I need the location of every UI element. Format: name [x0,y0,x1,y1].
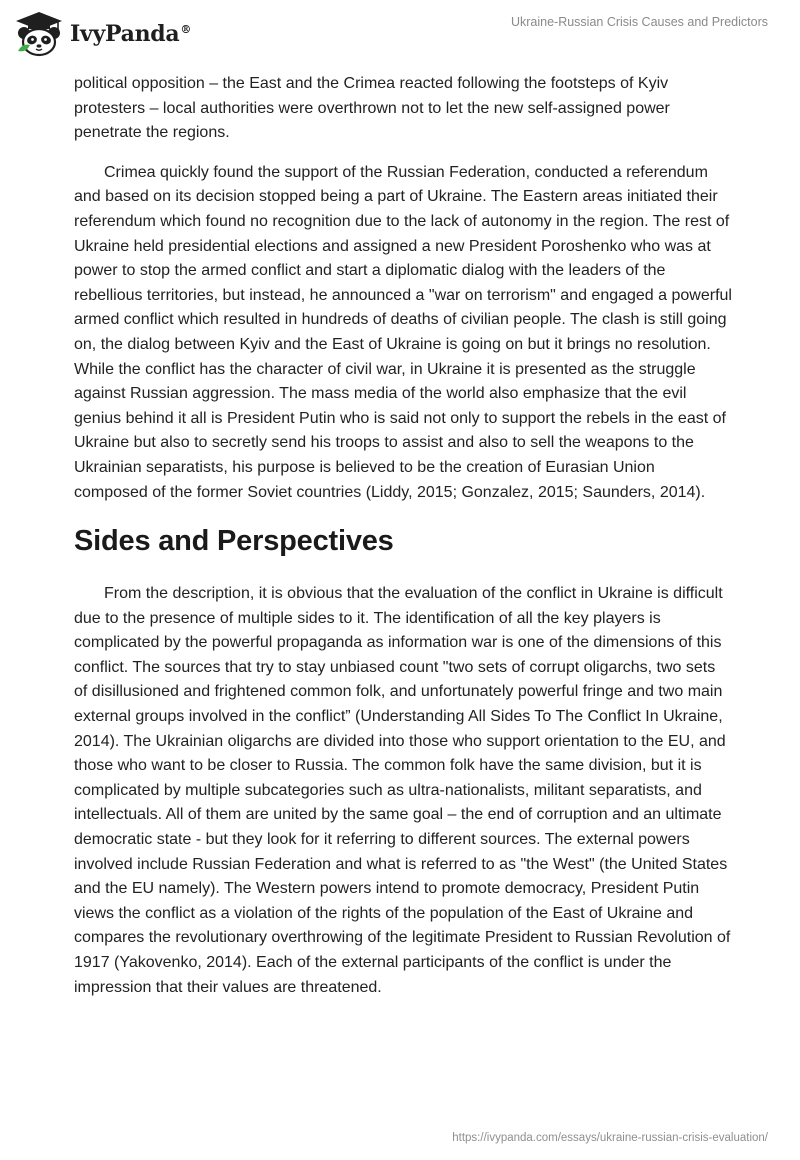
document-title: Ukraine-Russian Crisis Causes and Predictors [510,15,768,29]
registered-mark: ® [180,22,192,36]
section-heading: Sides and Perspectives [74,525,394,558]
brand-name: IvyPanda® [70,21,192,47]
brand-logo[interactable] [14,8,191,60]
essay-content [74,72,732,1000]
paragraph-sides: From the description, it is obvious that the evaluation of the conflict in Ukraine is difficult due to the presence of multiple sides to it. The identification of all the key players is complicated by the powerful propaganda as information war is one of the dimensions of this conflict. The sources that try to stay unbiased count "two sets of corrupt oligarchs, two sets of disillusioned and frightened common folk, and unfortunately powerful fringe and two main external groups involved in the conflict” (Understanding All Sides To The Conflict In Ukraine, 2014). The Ukrainian oligarchs are divided into those who support orientation to the EU, and those who want to be closer to Russia. The common folk have the same division, but it is complicated by multiple subcategories such as ultra-nationalists, militant separatists, and intellectuals. All of them are united by the same goal – the end of corruption and an ultimate democratic state - but they look for it referring to different sources. The external powers involved include Russian Federation and what is referred to as "the West" (the United States and the EU namely). The Western powers intend to promote democracy, President Putin views the conflict as a violation of the rights of the population of the East of Ukraine and compares the revolutionary overthrowing of the legitimate President to Russian Revolution of 1917 (Yakovenko, 2014). Each of the external participants of the conflict is under the impression that their values are threatened. [74,585,731,996]
paragraph-crimea: Crimea quickly found the support of the Russian Federation, conducted a referendum and based on its decision stopped being a part of Ukraine. The Eastern areas initiated their referendum which found no recognition due to the lack of autonomy in the region. The rest of Ukraine held presidential elections and assigned a new President Poroshenko who was at power to stop the armed conflict and start a diplomatic dialog with the leaders of the rebellious territories, but instead, he announced a "war on terrorism" and engaged a powerful armed conflict which resulted in hundreds of deaths of civilian people. The clash is still going on, the dialog between Kyiv and the East of Ukraine is going on but it brings no resolution. While the conflict has the character of civil war, in Ukraine it is presented as the struggle against Russian aggression. The mass media of the world also emphasize that the evil genius behind it all is President Putin who is said not only to support the rebels in the east of Ukraine but also to secretly send his troops to assist and also to sell the weapons to the Ukrainian separatists, his purpose is believed to be the creation of Eurasian Union composed of the former Soviet countries (Liddy, 2015; Gonzalez, 2015; Saunders, 2014). [74,163,732,501]
panda-graduate-icon [14,11,64,57]
paragraph-continued: political opposition – the East and the Crimea reacted following the footsteps of Kyiv protesters – local authorities were overthrown not to let the new self-assigned power penetrate the regions. [74,75,670,142]
page-header [0,0,800,72]
source-url[interactable]: https://ivypanda.com/essays/ukraine-russian-crisis-evaluation/ [452,1132,768,1144]
